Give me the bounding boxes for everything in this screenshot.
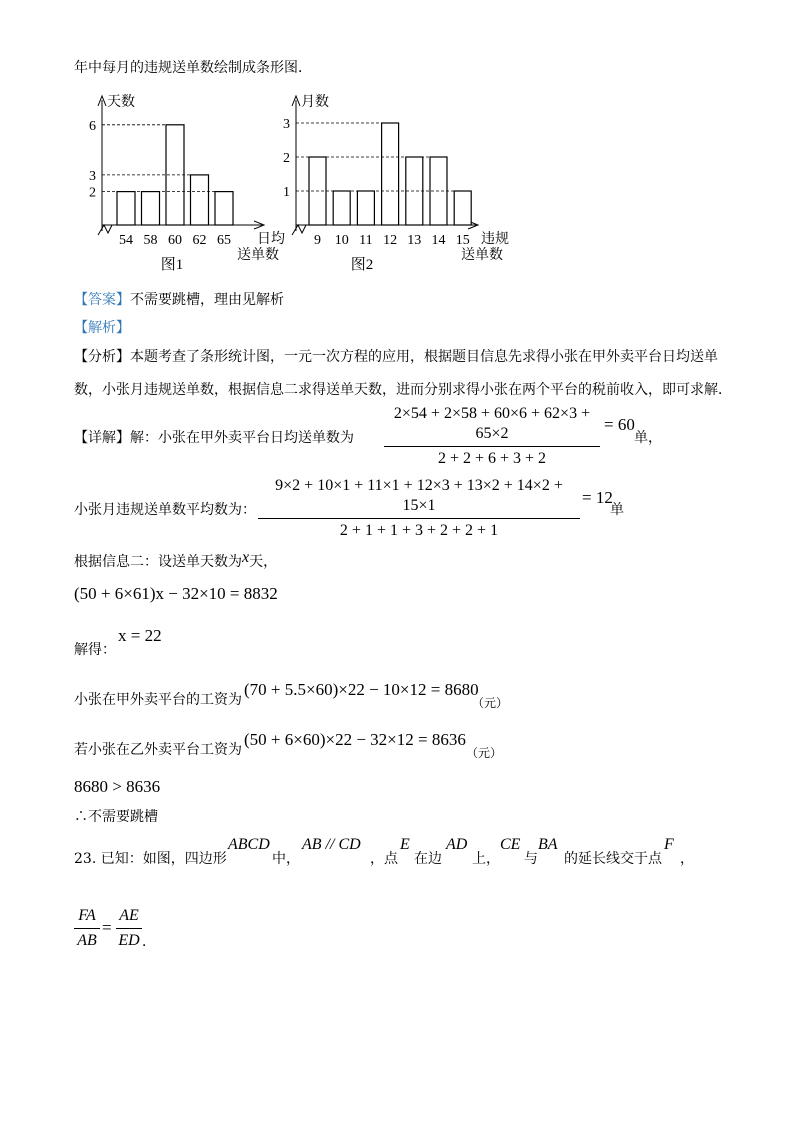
solve-value: x = 22: [118, 626, 162, 645]
bar: [191, 175, 209, 225]
wage-a-text: 小张在甲外卖平台的工资为: [74, 692, 242, 708]
q23-dian: ，点: [370, 851, 398, 867]
info2-text: 根据信息二：设送单天数为: [74, 554, 242, 570]
y-tick-label: 3: [89, 168, 96, 184]
q23-equals: =: [102, 918, 112, 937]
bar: [333, 191, 350, 225]
fraction-bar: [116, 928, 142, 929]
q23-yanchang: 的延长线交于点: [564, 851, 662, 867]
compare: 8680 > 8636: [74, 777, 161, 796]
q23-frac-left: [74, 906, 100, 951]
q23-frac-left-den: AB: [77, 932, 97, 949]
detail-frac-den: 2 + 2 + 6 + 3 + 2: [437, 450, 547, 467]
bar: [142, 192, 160, 225]
info2-line: [74, 549, 278, 572]
info2-var: x: [242, 549, 250, 566]
q23-e: E: [400, 836, 410, 853]
detail-result: = 60: [604, 415, 635, 434]
info2-unit: 天，: [249, 554, 278, 570]
monthly-fraction: [258, 476, 580, 541]
x-tick-label: 60: [168, 233, 182, 248]
bar: [215, 192, 233, 225]
detail-frac-num: 2×54 + 2×58 + 60×6 + 62×3 + 65×2: [393, 405, 591, 442]
x-tick-label: 9: [314, 233, 321, 248]
q23-frac-right-num: AE: [119, 907, 139, 924]
monthly-unit: 单: [610, 502, 624, 518]
bar: [117, 192, 135, 225]
figure-caption: 图1: [160, 257, 184, 273]
x-tick-label: 12: [383, 233, 398, 248]
x-axis-label-line1: 日均: [257, 232, 285, 247]
x-tick-label: 62: [192, 233, 207, 248]
q23-zaibian: 在边: [414, 851, 442, 867]
x-axis-label-line1: 违规: [481, 232, 509, 247]
monthly-frac-num: 9×2 + 10×1 + 11×1 + 12×3 + 13×2 + 14×2 + 15×1: [275, 477, 563, 514]
q23-ba: BA: [538, 836, 558, 853]
x-axis-label-line2: 送单数: [461, 248, 503, 263]
answer-line: [74, 290, 284, 310]
q23-frac-left-num: FA: [78, 907, 96, 924]
fenxi-text1: 本题考查了条形统计图，一元一次方程的应用，根据题目信息先求得小张在甲外卖平台日均送单: [130, 349, 718, 365]
fenxi-line2: 数，小张月违规送单数，根据信息二求得送单天数，进而分别求得小张在两个平台的税前收入，即可求解．: [74, 382, 732, 398]
wage-b-unit: （元）: [466, 746, 503, 760]
fenxi-tag: 【分析】: [74, 349, 130, 365]
fenxi-line1: [74, 347, 718, 367]
axis-break: [292, 225, 306, 235]
detail-text: 解：小张在甲外卖平台日均送单数为: [130, 430, 354, 446]
fraction-bar: [74, 928, 100, 929]
q23-ad: AD: [446, 836, 468, 853]
fraction-bar: [384, 446, 600, 447]
q23-parallel: AB // CD: [302, 836, 361, 853]
fraction-bar: [258, 518, 580, 519]
detail-fraction: [384, 404, 600, 469]
wage-b-expr: (50 + 6×60)×22 − 32×12 = 8636: [244, 730, 466, 749]
monthly-text: 小张月违规送单数平均数为：: [74, 502, 256, 518]
analysis-tag: 【解析】: [74, 320, 130, 336]
answer-tag: 【答案】: [74, 292, 130, 308]
detail-unit: 单，: [634, 430, 662, 446]
monthly-result: = 12: [582, 488, 613, 507]
y-tick-label: 3: [283, 117, 290, 132]
equation: (50 + 6×61)x − 32×10 = 8832: [74, 584, 278, 603]
x-tick-label: 54: [119, 233, 133, 248]
bar-chart-fig2: [276, 90, 526, 280]
y-tick-label: 1: [283, 185, 290, 200]
detail-line: [74, 428, 354, 448]
y-tick-label: 2: [283, 151, 290, 166]
q23-comma: ，: [680, 851, 694, 867]
bar: [382, 123, 399, 225]
answer-text: 不需要跳槽，理由见解析: [130, 292, 284, 308]
x-tick-label: 14: [431, 233, 446, 248]
y-tick-label: 6: [89, 118, 96, 134]
q23-frac-right: [116, 906, 142, 951]
x-tick-label: 11: [359, 233, 373, 248]
q23-yu: 与: [524, 851, 538, 867]
axis-break: [98, 225, 112, 235]
x-tick-label: 58: [143, 233, 158, 248]
y-axis-label: 天数: [107, 95, 135, 110]
y-axis-label: 月数: [301, 95, 329, 110]
intro-line: 年中每月的违规送单数绘制成条形图．: [74, 60, 312, 76]
q23-num: 23. 已知：如图，四边形: [74, 851, 227, 867]
conclusion: ∴不需要跳槽: [74, 809, 158, 825]
x-tick-label: 65: [217, 233, 231, 248]
x-tick-label: 13: [407, 233, 422, 248]
bar: [357, 191, 374, 225]
q23-shang: 上，: [472, 851, 500, 867]
x-tick-label: 10: [334, 233, 349, 248]
detail-tag: 【详解】: [74, 430, 130, 446]
wage-b-text: 若小张在乙外卖平台工资为: [74, 742, 242, 758]
x-axis-label-line2: 送单数: [237, 248, 279, 263]
wage-a-unit: （元）: [472, 696, 509, 710]
q23-period: ．: [142, 934, 156, 950]
x-tick-label: 15: [455, 233, 470, 248]
figure-caption: 图2: [350, 257, 374, 273]
bar-chart-fig1: [82, 90, 285, 280]
bar: [454, 191, 471, 225]
solve-label: 解得：: [74, 642, 116, 658]
wage-a-expr: (70 + 5.5×60)×22 − 10×12 = 8680: [244, 680, 479, 699]
q23-abcd: ABCD: [228, 836, 270, 853]
y-tick-label: 2: [89, 185, 96, 201]
q23-zhong: 中，: [272, 851, 300, 867]
monthly-frac-den: 2 + 1 + 1 + 3 + 2 + 2 + 1: [339, 522, 499, 539]
q23-frac-right-den: ED: [118, 932, 140, 949]
q23-f: F: [664, 836, 674, 853]
q23-ce: CE: [500, 836, 521, 853]
